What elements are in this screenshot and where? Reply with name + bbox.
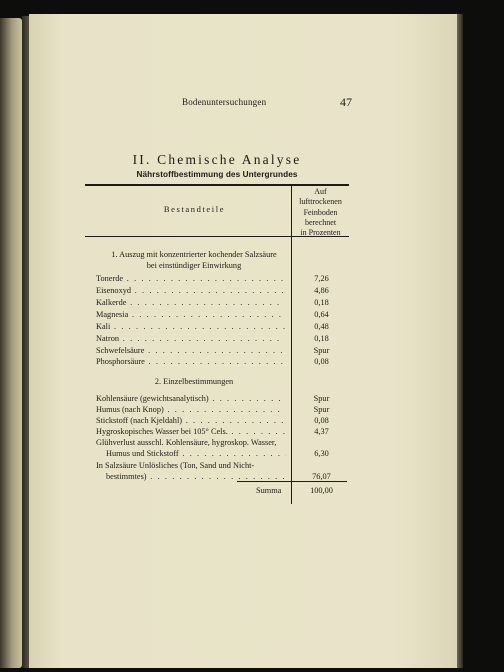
table-row [96, 415, 350, 426]
row-value: Spur [313, 405, 330, 414]
table-row-multiline [96, 438, 350, 460]
row-value: 0,08 [314, 357, 329, 366]
table-row [96, 333, 350, 344]
row-value: 4,37 [314, 427, 329, 436]
col-header-line: berechnet [304, 217, 337, 227]
row-label: Tonerde . . . [96, 273, 285, 284]
summa-label: Summa [256, 486, 282, 495]
row-label: Schwefelsäure . . . [96, 345, 285, 356]
row-value: 76,07 [312, 471, 331, 481]
col-header-prozent [292, 187, 349, 238]
row-value: 0,48 [314, 322, 329, 331]
row-label: Phosphorsäure . . . [96, 356, 285, 367]
row-value: 0,08 [314, 416, 329, 425]
table-row [96, 404, 350, 415]
row-label: Kalkerde . . . [96, 297, 285, 308]
table-row [96, 393, 350, 404]
summa-row [96, 486, 350, 497]
row-label: Hygroskopisches Wasser bei 105° Cels. . . . [96, 426, 285, 437]
table-row [96, 285, 350, 296]
row-value: 6,30 [314, 448, 329, 458]
row-value: Spur [313, 346, 330, 355]
table-row-multiline [96, 461, 350, 483]
col-header-line: lufttrockenen [299, 197, 342, 207]
section-2-title: 2. Einzelbestimmungen [154, 377, 234, 386]
col-header-line: in Prozenten [300, 228, 341, 238]
section-1-title [96, 250, 292, 271]
table-row [96, 426, 350, 437]
table-top-rule [85, 184, 349, 186]
page-edge-right [457, 14, 463, 668]
row-label-line: Glühverlust ausschl. Kohlensäure, hygroskop. Wasser, [96, 438, 277, 447]
row-value: 0,64 [314, 310, 329, 319]
row-value: 7,26 [314, 274, 329, 283]
row-label-line: Humus und Stickstoff . . . [96, 449, 286, 460]
row-label-line: bestimmtes) . . . [96, 472, 286, 483]
row-label-line: In Salzsäure Unlösliches (Ton, Sand und Nicht- [96, 461, 255, 470]
section-subheading: Nährstoffbestimmung des Untergrundes [136, 170, 298, 179]
row-label: Stickstoff (nach Kjeldahl) . . . [96, 415, 285, 426]
table-row [96, 297, 350, 308]
row-value: Spur [313, 394, 330, 403]
facing-page-edge [0, 18, 22, 668]
row-label: Humus (nach Knop) . . . [96, 404, 285, 415]
col-header-bestandteile: Bestandteile [163, 204, 226, 214]
row-label: Eisenoxyd . . . [96, 285, 285, 296]
running-head-title: Bodenuntersuchungen [182, 97, 267, 107]
table-row [96, 309, 350, 320]
running-head [150, 97, 450, 111]
col-header-line: Feinboden [303, 207, 338, 217]
row-label: Kali . . . [96, 321, 285, 332]
row-label: Magnesia . . . [96, 309, 285, 320]
section-1-line: bei einstündiger Einwirkung [146, 260, 242, 270]
section-heading: II. Chemische Analyse [132, 152, 302, 167]
row-value: 0,18 [314, 298, 329, 307]
section-1-line: 1. Auszug mit konzentrierter kochender Salzsäure [111, 250, 277, 259]
table-row [96, 345, 350, 356]
row-value: 4,86 [314, 286, 329, 295]
col-header-line: Auf [314, 187, 327, 196]
summa-value: 100,00 [310, 486, 333, 495]
page-number: 47 [340, 95, 352, 109]
row-label: Natron . . . [96, 333, 285, 344]
row-label: Kohlensäure (gewichtsanalytisch) . . . [96, 393, 285, 404]
table-row [96, 321, 350, 332]
table-row [96, 356, 350, 367]
table-row [96, 273, 350, 284]
row-value: 0,18 [314, 334, 329, 343]
